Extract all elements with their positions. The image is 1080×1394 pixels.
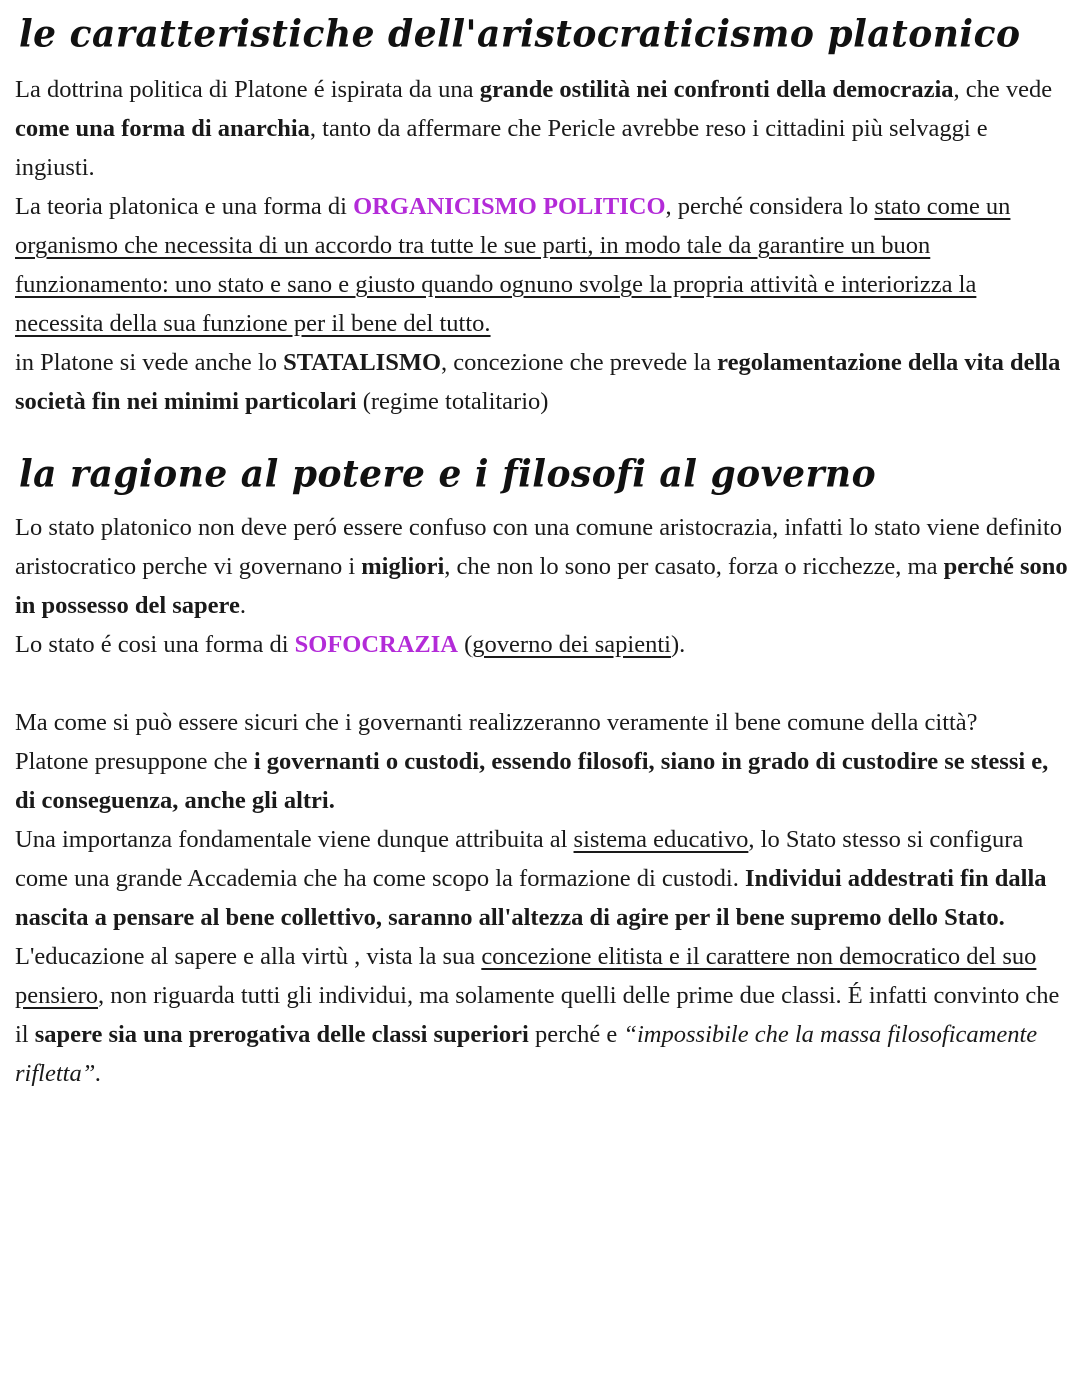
bold-text: sapere sia una prerogativa delle classi superiori <box>34 1021 529 1048</box>
text-run: , tanto da affermare che Pericle avrebbe reso i cittadini più selvaggi e ingiusti. <box>15 115 988 181</box>
text-run: , lo Stato stesso si configura come una grande Accademia che ha come scopo la formazione di custodi. <box>15 826 1024 892</box>
bold-text: migliori <box>361 553 445 580</box>
text-run: Ma come si può essere sicuri che i governanti realizzeranno veramente il bene comune della città? <box>15 709 978 736</box>
text-run: , concezione che prevede la <box>441 349 718 376</box>
text-run: ( <box>458 631 473 658</box>
bold-text: perché sono in possesso del sapere <box>15 553 1068 619</box>
underlined-text: sistema educativo <box>573 826 749 853</box>
paragraph-organicism <box>15 187 1070 343</box>
bold-text: grande ostilità nei confronti della democrazia <box>479 76 954 103</box>
text-run: Lo stato é cosi una forma di <box>15 631 295 658</box>
bold-term: STATALISMO <box>283 349 442 376</box>
underlined-text: stato come un organismo che necessita di un accordo tra tutte le sue parti, in modo tale da garantire un buon funzionamento: uno stato e sano e giusto quando ognuno svolge la propria attività e interiorizza la necessita della sua funzione per il bene del tutto. <box>15 193 1011 337</box>
text-run: La dottrina politica di Platone é ispirata da una <box>15 76 480 103</box>
text-run: , che non lo sono per casato, forza o ricchezze, ma <box>444 553 944 580</box>
bold-text: regolamentazione della vita della società fin nei minimi particolari <box>15 349 1061 415</box>
section-2-body <box>15 508 1070 1093</box>
text-run: , perché considera lo <box>665 193 875 220</box>
section-1-body <box>15 70 1070 421</box>
paragraph-sofocrazia <box>15 625 1070 664</box>
paragraph-democracy <box>15 70 1070 187</box>
text-run: ). <box>670 631 686 658</box>
text-run: perché e <box>528 1021 624 1048</box>
paragraph-custodians <box>15 742 1070 820</box>
text-run: La teoria platonica e una forma di <box>15 193 354 220</box>
paragraph-gap <box>15 664 1070 703</box>
paragraph-aristocracy <box>15 508 1070 625</box>
paragraph-statalism <box>15 343 1070 421</box>
text-run: (regime totalitario) <box>356 388 549 415</box>
paragraph-question <box>15 703 1070 742</box>
text-run: Lo stato platonico non deve peró essere confuso con una comune aristocrazia, infatti lo stato viene definito aristocratico perche vi governano i <box>15 514 1063 580</box>
text-run: Platone presuppone che <box>15 748 254 775</box>
section-2-title: la ragione al potere e i filosofi al governo <box>19 451 877 497</box>
text-run: , che vede <box>953 76 1053 103</box>
text-run: , non riguarda tutti gli individui, ma solamente quelli delle prime due classi. É infatti convinto che il <box>15 982 1060 1048</box>
underlined-text: governo dei sapienti <box>472 631 671 658</box>
text-run: in Platone si vede anche lo <box>15 349 284 376</box>
bold-text: come una forma di anarchia <box>15 115 310 142</box>
highlighted-term: SOFOCRAZIA <box>294 631 458 658</box>
highlighted-term: ORGANICISMO POLITICO <box>353 193 666 220</box>
underlined-text: concezione elitista e il carattere non democratico del suo pensiero <box>15 943 1037 1009</box>
paragraph-education <box>15 820 1070 937</box>
bold-text: i governanti o custodi, essendo filosofi, siano in grado di custodire se stessi e, di conseguenza, anche gli altri. <box>15 748 1049 814</box>
section-1-title: le caratteristiche dell'aristocraticismo platonico <box>19 11 1021 57</box>
paragraph-elitism <box>15 937 1070 1093</box>
bold-text: Individui addestrati fin dalla nascita a pensare al bene collettivo, saranno all'altezza di agire per il bene supremo dello Stato. <box>15 865 1047 931</box>
text-run: Una importanza fondamentale viene dunque attribuita al <box>15 826 574 853</box>
text-run: . <box>239 592 246 619</box>
italic-quote: “impossibile che la massa filosoficamente rifletta”. <box>15 1021 1038 1087</box>
text-run: L'educazione al sapere e alla virtù , vista la sua <box>15 943 482 970</box>
